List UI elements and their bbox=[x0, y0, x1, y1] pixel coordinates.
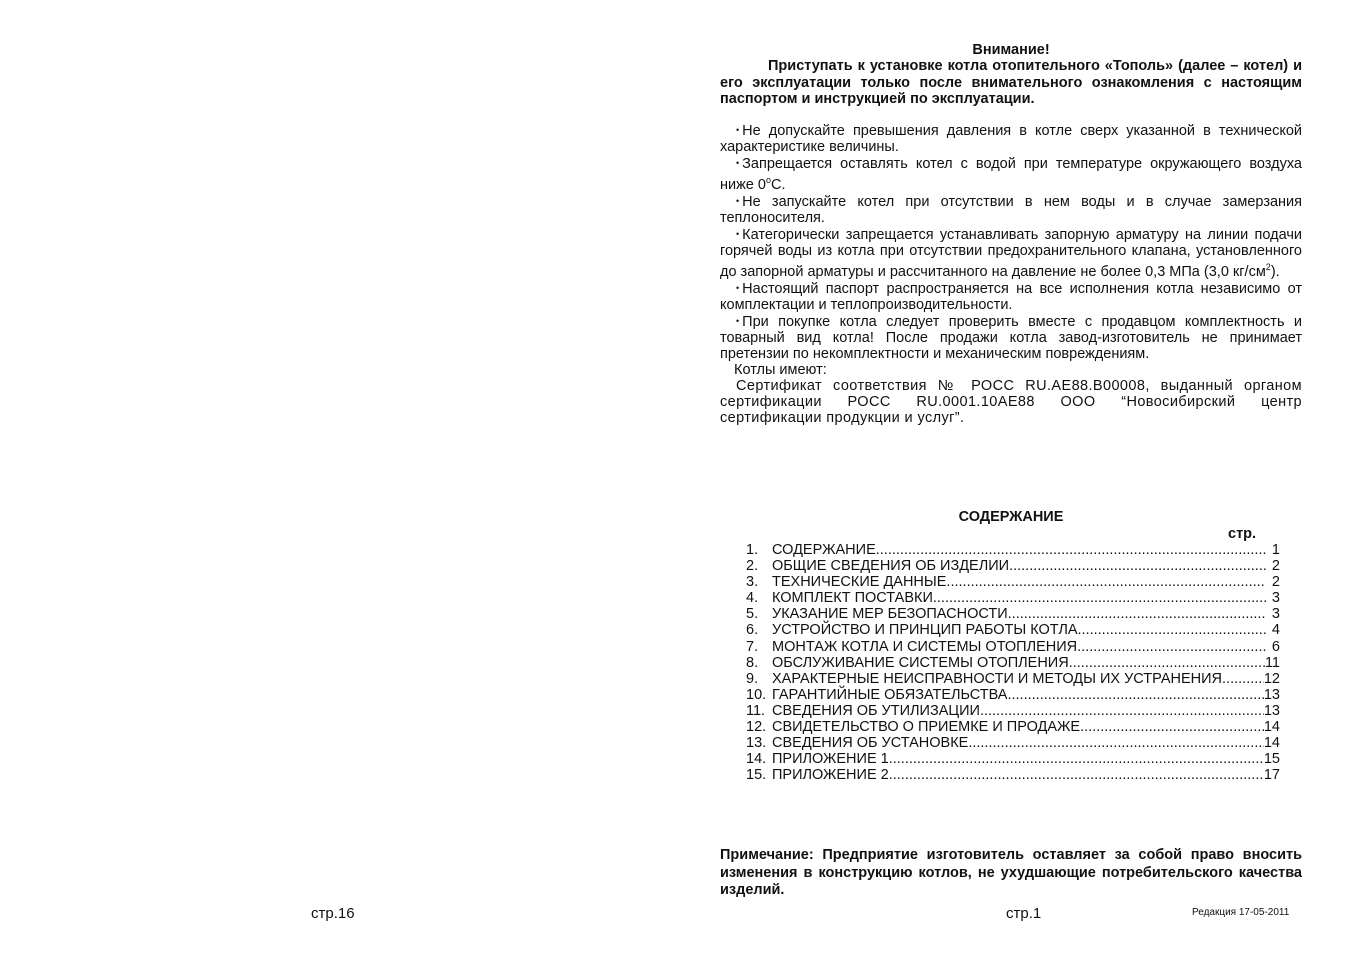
toc-item-title: СВЕДЕНИЯ ОБ УСТАНОВКЕ bbox=[772, 735, 969, 752]
rule-item: • Настоящий паспорт распространяется на все исполнения котла независимо от комплектации и теплопроизводительности. bbox=[720, 280, 1302, 313]
safety-rules bbox=[720, 122, 1302, 426]
toc-leader-dots bbox=[1077, 639, 1266, 655]
toc-item bbox=[746, 671, 1280, 687]
toc-item bbox=[746, 751, 1280, 767]
toc-item-number: 4. bbox=[746, 590, 759, 607]
toc-item-page: 17 bbox=[1263, 767, 1280, 784]
toc-item-number: 14. bbox=[746, 751, 767, 768]
toc-item bbox=[746, 558, 1280, 574]
table-of-contents bbox=[746, 542, 1280, 783]
toc-item bbox=[746, 639, 1280, 655]
toc-leader-dots bbox=[1222, 671, 1264, 687]
warning-text bbox=[720, 58, 1302, 108]
toc-leader-dots bbox=[1007, 687, 1263, 703]
toc-item-number: 11. bbox=[746, 702, 766, 719]
toc-item-title: МОНТАЖ КОТЛА И СИСТЕМЫ ОТОПЛЕНИЯ bbox=[772, 638, 1078, 655]
toc-item-number: 7. bbox=[746, 638, 759, 655]
toc-leader-dots bbox=[946, 574, 1266, 590]
toc-item bbox=[746, 655, 1280, 671]
toc-item-page: 14 bbox=[1263, 719, 1280, 736]
toc-leader-dots bbox=[1009, 558, 1266, 574]
boilers-have-label: Котлы имеют: bbox=[734, 361, 827, 378]
toc-item-title: ПРИЛОЖЕНИЕ 1 bbox=[772, 751, 889, 768]
toc-item-title: УСТРОЙСТВО И ПРИНЦИП РАБОТЫ КОТЛА bbox=[772, 622, 1078, 639]
toc-item-page: 2 bbox=[1271, 558, 1280, 575]
toc-item-page: 3 bbox=[1271, 606, 1280, 623]
toc-item bbox=[746, 719, 1280, 735]
toc-item-title: ОБСЛУЖИВАНИЕ СИСТЕМЫ ОТОПЛЕНИЯ bbox=[772, 654, 1069, 671]
toc-item-title: УКАЗАНИЕ МЕР БЕЗОПАСНОСТИ bbox=[772, 606, 1008, 623]
toc-leader-dots bbox=[1078, 622, 1266, 638]
toc-leader-dots bbox=[933, 590, 1266, 606]
toc-item-number: 3. bbox=[746, 574, 759, 591]
toc-item-title: СВЕДЕНИЯ ОБ УТИЛИЗАЦИИ bbox=[772, 702, 980, 719]
toc-page-label: стр. bbox=[1228, 526, 1257, 542]
note-text: Примечание: Предприятие изготовитель оставляет за собой право вносить изменения в конструкцию котлов, не ухудшающие потребительского качества изделий. bbox=[720, 847, 1302, 898]
toc-item bbox=[746, 687, 1280, 703]
toc-item-title: СОДЕРЖАНИЕ bbox=[772, 542, 876, 558]
toc-item-number: 1. bbox=[746, 542, 759, 558]
certificate-text: Сертификат соответствия № РОСС RU.АЕ88.В00008, выданный органом сертификации РОСС RU.0001.10АЕ88 ООО “Новосибирский центр сертификации продукции и услуг”. bbox=[720, 377, 1302, 426]
toc-item bbox=[746, 703, 1280, 719]
rule-item: • При покупке котла следует проверить вместе с продавцом комплектность и товарный вид котла! После продажи котла завод-изготовитель не принимает претензии по некомплектности и механическим повреждениям. bbox=[720, 313, 1302, 362]
toc-item-title: ОБЩИЕ СВЕДЕНИЯ ОБ ИЗДЕЛИИ bbox=[772, 558, 1010, 575]
toc-item bbox=[746, 542, 1280, 558]
toc-leader-dots bbox=[980, 703, 1264, 719]
toc-item-title: ХАРАКТЕРНЫЕ НЕИСПРАВНОСТИ И МЕТОДЫ ИХ УСТРАНЕНИЯ bbox=[772, 670, 1223, 687]
toc-item-page: 2 bbox=[1271, 574, 1280, 591]
toc-item-number: 12. bbox=[746, 719, 767, 736]
toc-item-number: 2. bbox=[746, 558, 759, 575]
right-page-number: стр.1 bbox=[1006, 905, 1042, 922]
toc-item-number: 13. bbox=[746, 735, 767, 752]
toc-item-title: ПРИЛОЖЕНИЕ 2 bbox=[772, 767, 889, 784]
edition-date: Редакция 17-05-2011 bbox=[1192, 907, 1290, 918]
toc-item-page: 13 bbox=[1263, 686, 1280, 703]
toc-item bbox=[746, 735, 1280, 751]
toc-item-title: КОМПЛЕКТ ПОСТАВКИ bbox=[772, 590, 933, 607]
toc-item-page: 14 bbox=[1263, 735, 1280, 752]
rule-item: • Запрещается оставлять котел с водой при температуре окружающего воздуха ниже 0$^o$C. bbox=[720, 156, 1302, 193]
toc-item bbox=[746, 574, 1280, 590]
toc-item-number: 10. bbox=[746, 686, 767, 703]
toc-item-page: 6 bbox=[1271, 638, 1280, 655]
rule-item: • Не запускайте котел при отсутствии в нем воды и в случае замерзания теплоносителя. bbox=[720, 193, 1302, 226]
toc-item-page: 13 bbox=[1263, 702, 1280, 719]
toc-item-page: 15 bbox=[1263, 751, 1280, 768]
toc-item-page: 1 bbox=[1271, 542, 1280, 558]
toc-item bbox=[746, 590, 1280, 606]
toc-leader-dots bbox=[876, 542, 1266, 558]
toc-item bbox=[746, 606, 1280, 622]
toc-leader-dots bbox=[968, 735, 1264, 751]
toc-leader-dots bbox=[1069, 655, 1265, 671]
warning-text-body: Приступать к установке котла отопительного «Тополь» (далее – котел) и его эксплуатации только после внимательного ознакомления с настоящим паспортом и инструкцией по эксплуатации. bbox=[720, 58, 1302, 107]
toc-item-number: 5. bbox=[746, 606, 759, 623]
toc-leader-dots bbox=[1080, 719, 1264, 735]
toc-item-number: 8. bbox=[746, 654, 759, 671]
toc-item-page: 11 bbox=[1264, 654, 1280, 671]
rule-item: • Категорически запрещается устанавливать запорную арматуру на линии подачи горячей воды из котла при отсутствии предохранительного клапана, установленного до запорной арматуры и рассчитанного на давление не более 0,3 МПа (3,0 $кг/см^2$). bbox=[720, 226, 1302, 280]
toc-item-page: 3 bbox=[1271, 590, 1280, 607]
toc-leader-dots bbox=[889, 751, 1264, 767]
toc-item bbox=[746, 767, 1280, 783]
warning-title: Внимание! bbox=[972, 42, 1050, 58]
toc-leader-dots bbox=[1008, 606, 1266, 622]
toc-item-page: 4 bbox=[1271, 622, 1280, 639]
toc-item bbox=[746, 622, 1280, 638]
toc-item-page: 12 bbox=[1263, 670, 1280, 687]
left-page-number: стр.16 bbox=[311, 905, 355, 922]
toc-item-title: ГАРАНТИЙНЫЕ ОБЯЗАТЕЛЬСТВА bbox=[772, 686, 1008, 703]
rule-item: • Не допускайте превышения давления в котле сверх указанной в технической характеристике величины. bbox=[720, 123, 1302, 155]
toc-item-number: 15. bbox=[746, 767, 767, 784]
toc-item-title: ТЕХНИЧЕСКИЕ ДАННЫЕ bbox=[772, 574, 947, 591]
toc-item-number: 9. bbox=[746, 670, 759, 687]
toc-item-title: СВИДЕТЕЛЬСТВО О ПРИЕМКЕ И ПРОДАЖЕ bbox=[772, 719, 1081, 736]
toc-leader-dots bbox=[889, 767, 1264, 783]
toc-title: СОДЕРЖАНИЕ bbox=[958, 509, 1064, 525]
toc-item-number: 6. bbox=[746, 622, 759, 639]
